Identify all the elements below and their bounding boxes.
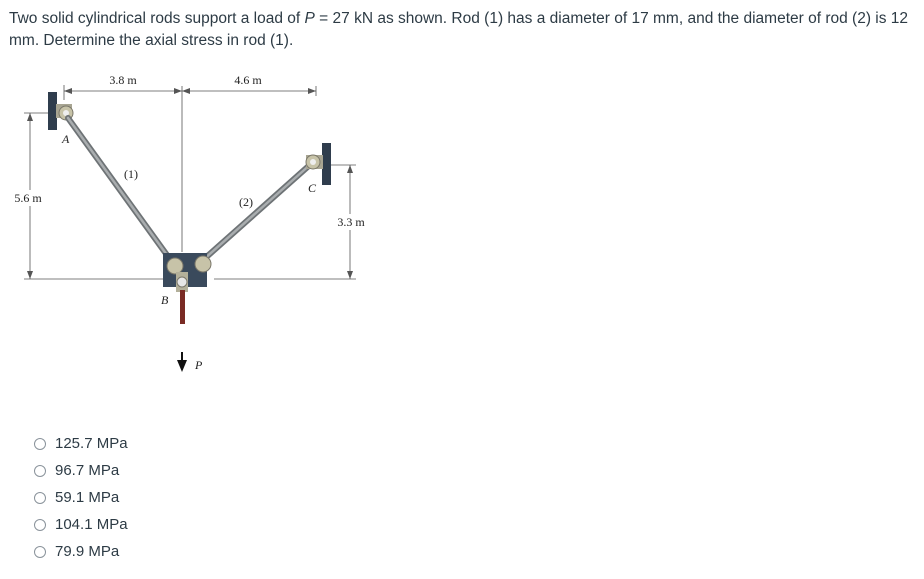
right-dim-arrow-top xyxy=(347,165,353,173)
answer-option-1[interactable] xyxy=(34,430,128,457)
rod-2-label: (2) xyxy=(239,195,253,209)
radio-button-3[interactable] xyxy=(34,492,46,504)
dim-top-left-label: 3.8 m xyxy=(109,73,137,87)
answer-label-2: 96.7 MPa xyxy=(55,462,120,479)
answer-option-4[interactable] xyxy=(34,511,128,538)
load-variable: P xyxy=(304,10,315,27)
dim-top-right-label: 4.6 m xyxy=(234,73,262,87)
left-dim-arrow-bottom xyxy=(27,271,33,279)
joint-b-lower-pin xyxy=(177,277,187,287)
label-a: A xyxy=(62,132,70,146)
radio-button-2[interactable] xyxy=(34,465,46,477)
question-text xyxy=(9,8,914,52)
support-c-wall xyxy=(322,143,331,185)
answer-label-5: 79.9 MPa xyxy=(55,543,120,560)
answer-option-3[interactable] xyxy=(34,484,128,511)
question-part2: = 27 kN as shown. Rod (1) has a diameter of 17 mm, and the diameter of rod (2) is 12 mm. Determine the axial stress in rod (1). xyxy=(9,10,909,49)
dim-left-label: 5.6 m xyxy=(14,191,42,205)
answer-label-1: 125.7 MPa xyxy=(55,435,128,452)
label-b: B xyxy=(161,293,169,307)
joint-b-pin-right xyxy=(195,256,211,272)
left-dim-arrow-top xyxy=(27,113,33,121)
radio-button-4[interactable] xyxy=(34,519,46,531)
top-dim-arrow-left xyxy=(64,88,72,94)
support-c-pin-center xyxy=(310,159,316,165)
top-dim-arrow-mid-left xyxy=(174,88,182,94)
right-dim-arrow-bottom xyxy=(347,271,353,279)
load-arrow-head xyxy=(177,360,187,372)
label-p: P xyxy=(195,358,203,372)
joint-b-pin-left xyxy=(167,258,183,274)
answer-label-4: 104.1 MPa xyxy=(55,516,128,533)
rod-2-highlight xyxy=(203,163,312,260)
truss-figure xyxy=(0,70,380,390)
radio-button-5[interactable] xyxy=(34,546,46,558)
answer-choices xyxy=(34,430,128,565)
answer-option-2[interactable] xyxy=(34,457,128,484)
label-c: C xyxy=(308,181,317,195)
load-rod xyxy=(180,290,185,324)
answer-option-5[interactable] xyxy=(34,538,128,565)
dim-right-label: 3.3 m xyxy=(337,215,365,229)
top-dim-arrow-right xyxy=(308,88,316,94)
question-part1: Two solid cylindrical rods support a load of xyxy=(9,10,305,27)
top-dim-arrow-mid-right xyxy=(182,88,190,94)
answer-label-3: 59.1 MPa xyxy=(55,489,120,506)
truss-diagram xyxy=(0,70,380,390)
radio-button-1[interactable] xyxy=(34,438,46,450)
support-a-wall xyxy=(48,92,57,130)
rod-1-label: (1) xyxy=(124,167,138,181)
rod-1-highlight xyxy=(68,118,172,262)
